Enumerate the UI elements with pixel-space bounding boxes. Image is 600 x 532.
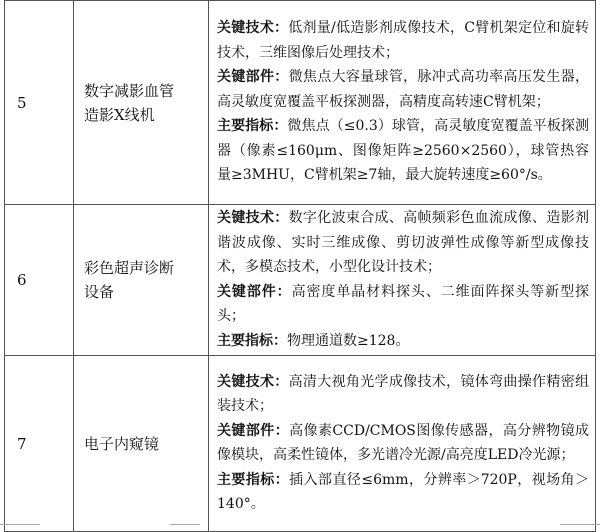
row-number: 5	[5, 1, 74, 205]
section-label: 主要指标：	[217, 471, 290, 488]
section-label: 关键技术：	[217, 20, 289, 37]
device-description	[209, 205, 596, 356]
device-description	[209, 1, 596, 205]
section-text: 数字化波束合成、高帧频彩色血流成像、造影剂谐波成像、实时三维成像、剪切波弹性成像等新型成像技术，多模态技术，小型化设计技术；	[217, 210, 590, 275]
section-text: 物理通道数≥128。	[287, 332, 410, 349]
device-name-line: 电子内窥镜	[84, 434, 160, 453]
section-label: 关键部件：	[217, 69, 289, 86]
section-text: 低剂量/低造影剂成像技术，C臂机架定位和旋转技术，三维图像后处理技术；	[217, 20, 589, 61]
device-description	[209, 356, 596, 532]
spec-table	[4, 0, 596, 532]
device-name-line: 造影X线机	[84, 105, 155, 124]
section-label: 关键技术：	[217, 210, 289, 226]
key-tech-section	[217, 206, 589, 280]
key-parts-section	[217, 419, 589, 468]
section-text: 高密度单晶材料探头、二维面阵探头等新型探头；	[217, 283, 590, 324]
divider	[170, 524, 200, 525]
row-number: 6	[5, 205, 74, 356]
section-label: 主要指标：	[217, 118, 288, 135]
device-name	[74, 1, 209, 205]
section-text: 高清大视角光学成像技术，镜体弯曲操作精密组装技术；	[217, 373, 590, 414]
section-text: 插入部直径≤6mm，分辨率＞720P，视场角＞140°。	[217, 471, 589, 512]
main-specs-section	[217, 329, 589, 354]
section-text: 微焦点（≤0.3）球管，高灵敏度宽覆盖平板探测器（像素≤160μm、图像矩阵≥2560×2560），球管热容量≥3MHU，C臂机架≥7轴，最大旋转速度≥60°/s。	[217, 118, 589, 184]
table-row	[5, 1, 596, 205]
divider	[560, 524, 600, 525]
device-name-line: 设备	[84, 283, 115, 301]
main-specs-section	[217, 114, 589, 188]
divider	[0, 524, 40, 525]
main-specs-section	[217, 468, 589, 517]
section-label: 关键部件：	[217, 283, 292, 300]
table-row	[5, 205, 596, 356]
section-label: 关键技术：	[217, 373, 289, 390]
cropped-bottom-edge	[0, 524, 600, 530]
key-tech-section	[217, 370, 589, 419]
device-name-line: 数字减影血管	[84, 81, 175, 100]
section-label: 关键部件：	[217, 422, 290, 439]
device-name	[74, 356, 209, 532]
key-parts-section	[217, 65, 589, 114]
section-text: 高像素CCD/CMOS图像传感器，高分辨物镜成像模块，高柔性镜体，多光谱冷光源/高亮度LED冷光源；	[217, 422, 590, 463]
device-name-line: 彩色超声诊断	[84, 259, 175, 277]
section-label: 主要指标：	[217, 332, 287, 349]
section-text: 微焦点大容量球管，脉冲式高功率高压发生器，高灵敏度宽覆盖平板探测器，高精度高转速C臂机架；	[217, 69, 590, 110]
row-number: 7	[5, 356, 74, 532]
device-name	[74, 205, 209, 356]
table-row	[5, 356, 596, 532]
key-tech-section	[217, 16, 589, 65]
key-parts-section	[217, 280, 589, 329]
